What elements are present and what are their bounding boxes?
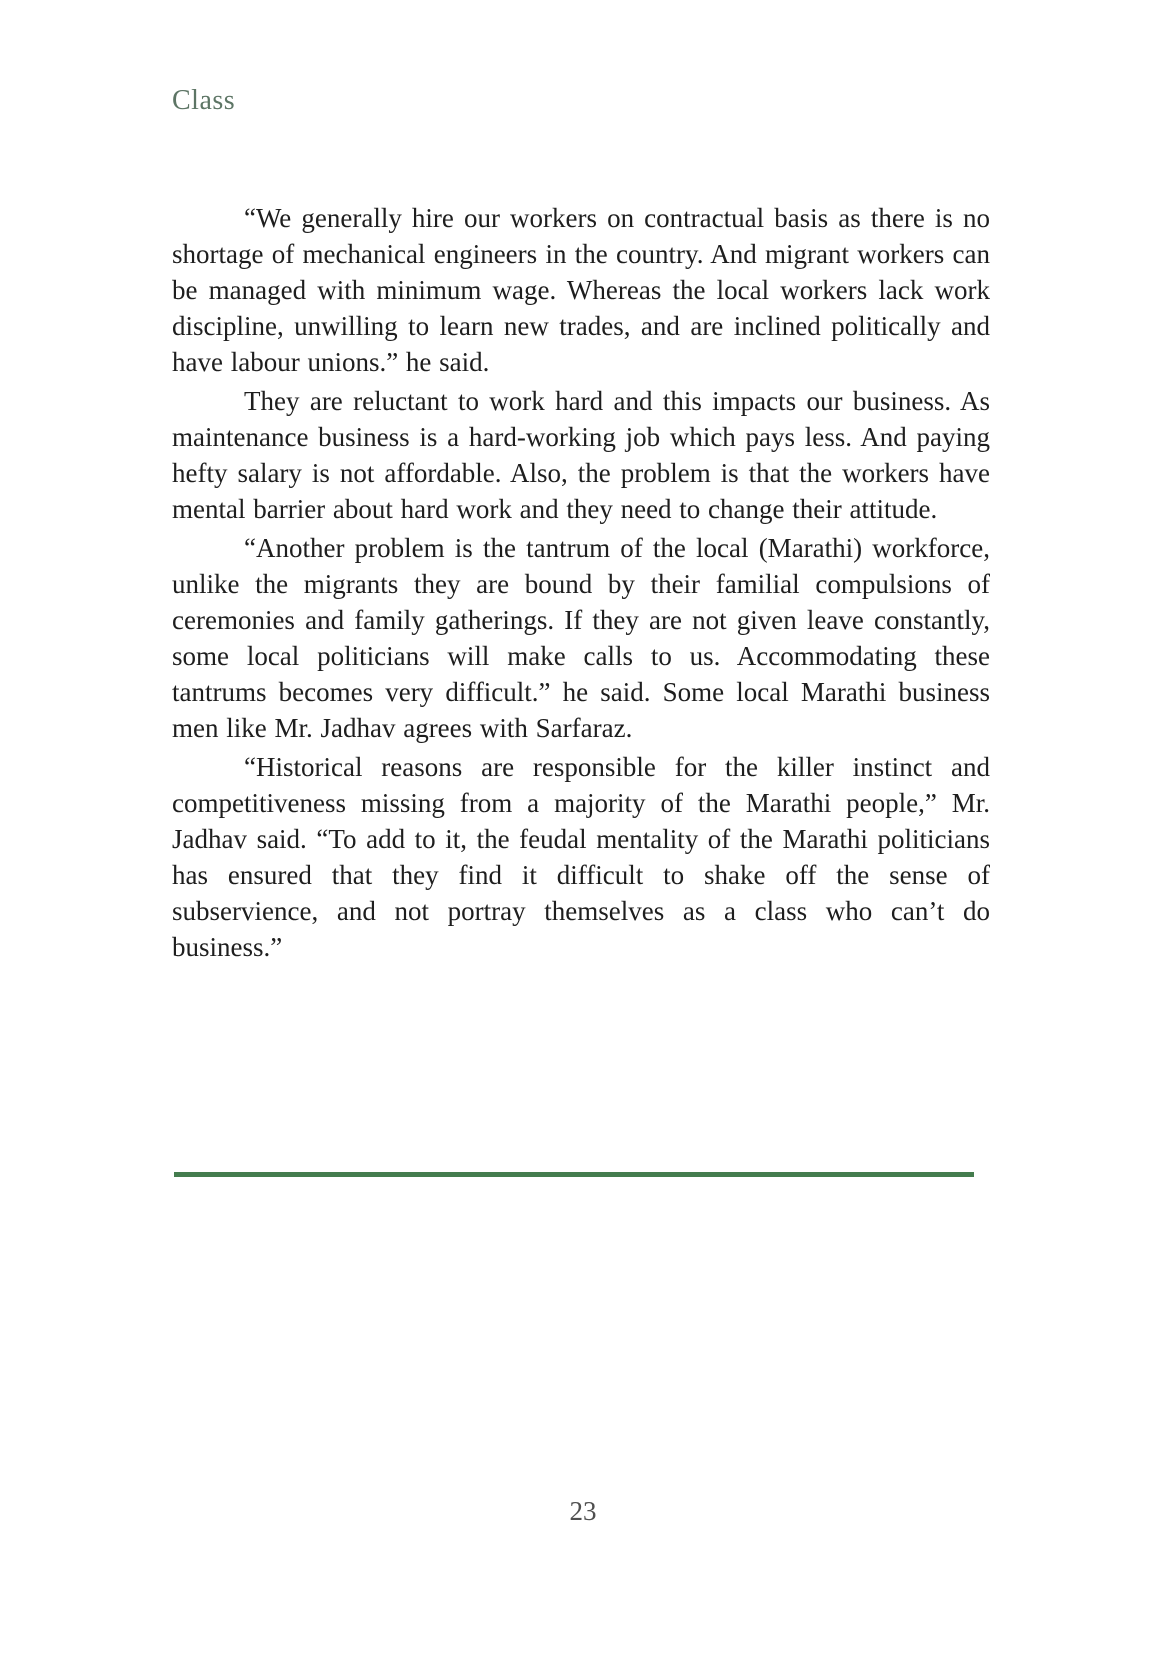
body-paragraph: They are reluctant to work hard and this impacts our business. As maintenance business is a hard-working job which pays less. And paying hefty salary is not affordable. Also, the problem is that the workers have mental barrier about hard work and they need to change their attitude. — [172, 386, 990, 524]
body-paragraph: “Historical reasons are responsible for the killer instinct and competitiveness missing from a majority of the Marathi people,” Mr. Jadhav said. “To add to it, the feudal mentality of the Marathi politicians has ensured that they find it difficult to shake off the sense of subservience, and not portray themselves as a class who can’t do business.” — [172, 752, 990, 962]
body-paragraph: “We generally hire our workers on contractual basis as there is no shortage of mechanical engineers in the country. And migrant workers can be managed with minimum wage. Whereas the local workers lack work discipline, unwilling to learn new trades, and are inclined politically and have labour unions.” he said. — [172, 203, 990, 377]
running-head: Class — [172, 85, 236, 116]
body-text-column — [172, 200, 990, 968]
body-paragraph: “Another problem is the tantrum of the local (Marathi) workforce, unlike the migrants they are bound by their familial compulsions of ceremonies and family gatherings. If they are not given leave constantly, some local politicians will make calls to us. Accommodating these tantrums becomes very difficult.” he said. Some local Marathi business men like Mr. Jadhav agrees with Sarfaraz. — [172, 533, 990, 743]
page-number: 23 — [569, 1496, 597, 1526]
section-divider-rule — [174, 1172, 974, 1177]
